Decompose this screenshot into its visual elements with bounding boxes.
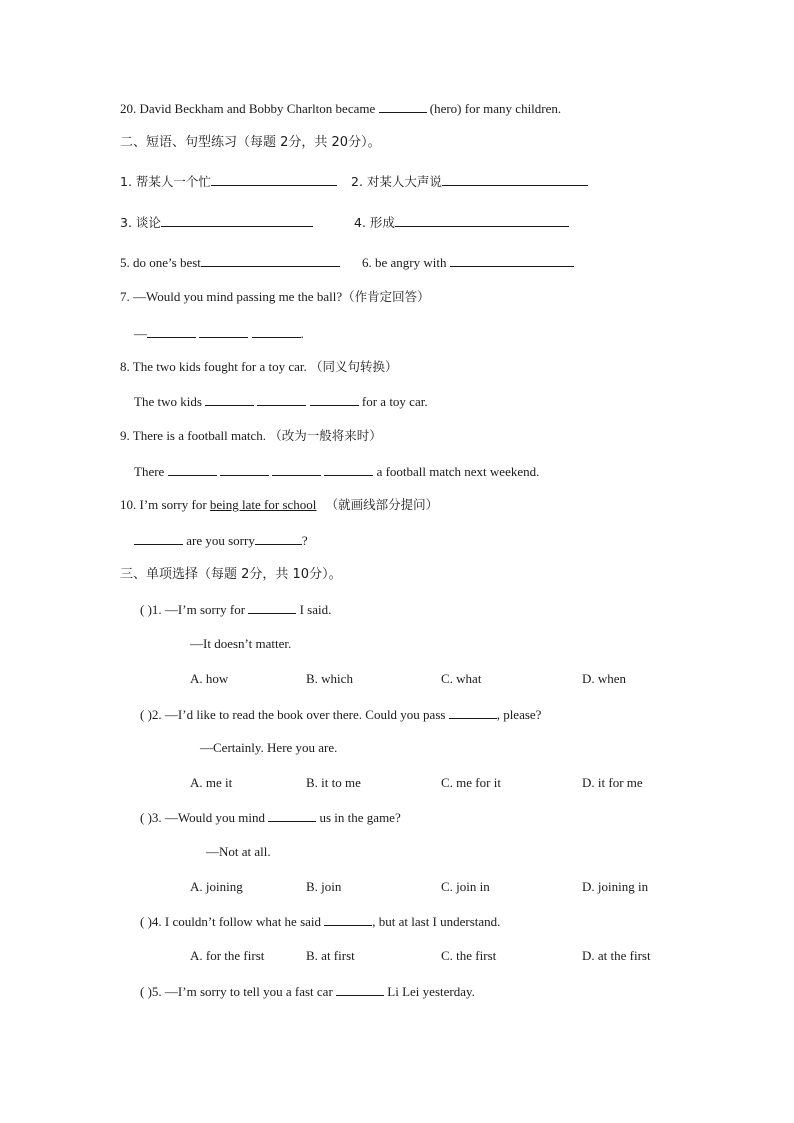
mc-4-option-c[interactable]: C. the first [441, 948, 497, 963]
question-7 [120, 289, 430, 305]
mc-question-3 [140, 809, 401, 826]
mc-question-2 [140, 706, 541, 723]
mc-3-option-b[interactable]: B. join [306, 879, 342, 894]
phrase-4 [354, 214, 569, 231]
mc-question-5-stem: 5. —I’m sorry to tell you a fast car [151, 984, 333, 999]
underlined-phrase: being late for school [209, 497, 317, 512]
answer-suffix: for a toy car. [361, 394, 428, 409]
answer-blank[interactable] [201, 254, 340, 267]
question-10-answer [134, 532, 308, 549]
answer-blank[interactable] [161, 214, 313, 227]
mc-question-4-stem: 4. I couldn’t follow what he said [151, 914, 322, 929]
answer-blank [324, 913, 372, 926]
mc-question-3-stem-end: us in the game? [319, 810, 401, 825]
mc-3-option-c[interactable]: C. join in [441, 879, 490, 894]
answer-prefix: The two kids [134, 394, 202, 409]
question-8-text: 8. The two kids fought for a toy car. [120, 359, 307, 374]
answer-blank[interactable] [147, 325, 196, 338]
mc-3-option-d[interactable]: D. joining in [582, 879, 649, 894]
question-7-text: 7. —Would you mind passing me the ball? [120, 289, 343, 304]
mc-question-1-stem: 1. —I’m sorry for [151, 602, 246, 617]
period: . [300, 326, 304, 341]
question-10-text: 10. I’m sorry for [120, 497, 207, 512]
question-9-text: 9. There is a football match. [120, 428, 266, 443]
answer-paren[interactable]: ( ) [140, 914, 152, 929]
question-8 [120, 359, 398, 375]
phrase-2-label: 2. 对某人大声说 [351, 174, 442, 189]
answer-paren[interactable]: ( ) [140, 602, 152, 617]
mc-2-option-b[interactable]: B. it to me [306, 775, 361, 790]
phrase-1-label: 1. 帮某人一个忙 [120, 174, 211, 189]
mc-1-option-d[interactable]: D. when [582, 671, 627, 686]
answer-suffix: a football match next weekend. [376, 464, 540, 479]
answer-blank[interactable] [252, 325, 301, 338]
phrase-3-label: 3. 谈论 [120, 215, 161, 230]
answer-blank[interactable] [211, 173, 337, 186]
mc-question-1-reply: —It doesn’t matter. [190, 636, 292, 651]
section-3-title: 三、单项选择（每题 2分，共 10分）。 [120, 567, 342, 582]
answer-blank[interactable] [205, 393, 254, 406]
answer-blank[interactable] [168, 463, 217, 476]
phrase-3 [120, 214, 313, 231]
question-mark: ? [301, 533, 308, 548]
answer-blank [449, 706, 497, 719]
mc-question-5-stem-end: Li Lei yesterday. [387, 984, 475, 999]
answer-blank[interactable] [272, 463, 321, 476]
question-8-answer [134, 393, 428, 410]
mc-question-3-reply: —Not at all. [206, 844, 271, 859]
mc-question-5 [140, 983, 475, 1000]
mc-2-option-c[interactable]: C. me for it [441, 775, 501, 790]
question-20-suffix: (hero) for many children. [429, 101, 562, 116]
answer-paren[interactable]: ( ) [140, 707, 152, 722]
section-2-title: 二、短语、句型练习（每题 2分，共 20分）。 [120, 135, 381, 150]
mc-question-1 [140, 601, 331, 618]
answer-blank[interactable] [450, 254, 574, 267]
mc-4-option-a[interactable]: A. for the first [190, 948, 265, 963]
mc-question-3-stem: 3. —Would you mind [151, 810, 265, 825]
phrase-5-label: 5. do one’s best [120, 255, 201, 270]
mc-question-2-stem-end: , please? [496, 707, 542, 722]
answer-blank[interactable] [310, 393, 359, 406]
question-9-instruction: （改为一般将来时） [269, 428, 382, 443]
mc-1-option-b[interactable]: B. which [306, 671, 353, 686]
answer-blank [336, 983, 384, 996]
answer-paren[interactable]: ( ) [140, 984, 152, 999]
mc-4-option-d[interactable]: D. at the first [582, 948, 651, 963]
answer-blank[interactable] [395, 214, 569, 227]
mc-1-option-a[interactable]: A. how [190, 671, 229, 686]
dash: — [134, 326, 147, 341]
answer-blank[interactable] [324, 463, 373, 476]
phrase-2 [351, 173, 588, 190]
mc-3-option-a[interactable]: A. joining [190, 879, 243, 894]
answer-prefix: There [134, 464, 165, 479]
answer-blank[interactable] [442, 173, 588, 186]
mc-question-1-stem-end: I said. [299, 602, 332, 617]
mc-question-2-reply: —Certainly. Here you are. [200, 740, 338, 755]
mc-question-4-stem-end: , but at last I understand. [372, 914, 501, 929]
mc-question-2-stem: 2. —I’d like to read the book over there. Could you pass [151, 707, 446, 722]
phrase-5 [120, 254, 340, 271]
mc-2-option-d[interactable]: D. it for me [582, 775, 643, 790]
answer-blank [268, 809, 316, 822]
answer-blank[interactable] [199, 325, 248, 338]
answer-paren[interactable]: ( ) [140, 810, 152, 825]
question-9 [120, 428, 382, 444]
question-7-instruction: （作肯定回答） [342, 289, 430, 304]
mc-question-4 [140, 913, 500, 930]
answer-blank[interactable] [257, 393, 306, 406]
mc-2-option-a[interactable]: A. me it [190, 775, 233, 790]
question-20-prefix: 20. David Beckham and Bobby Charlton became [120, 101, 376, 116]
question-7-answer [134, 325, 304, 342]
question-9-answer [134, 463, 539, 480]
question-20 [120, 100, 561, 117]
phrase-6-label: 6. be angry with [362, 255, 447, 270]
answer-blank[interactable] [220, 463, 269, 476]
question-10 [120, 497, 438, 513]
answer-blank[interactable] [255, 532, 302, 545]
phrase-4-label: 4. 形成 [354, 215, 395, 230]
answer-mid: are you sorry [186, 533, 255, 548]
phrase-1 [120, 173, 337, 190]
answer-blank[interactable] [379, 100, 427, 113]
answer-blank [248, 601, 296, 614]
phrase-6 [362, 254, 574, 271]
question-10-instruction: （就画线部分提问） [325, 497, 439, 512]
mc-4-option-b[interactable]: B. at first [306, 948, 355, 963]
mc-1-option-c[interactable]: C. what [441, 671, 482, 686]
question-8-instruction: （同义句转换） [310, 359, 398, 374]
answer-blank[interactable] [134, 532, 183, 545]
